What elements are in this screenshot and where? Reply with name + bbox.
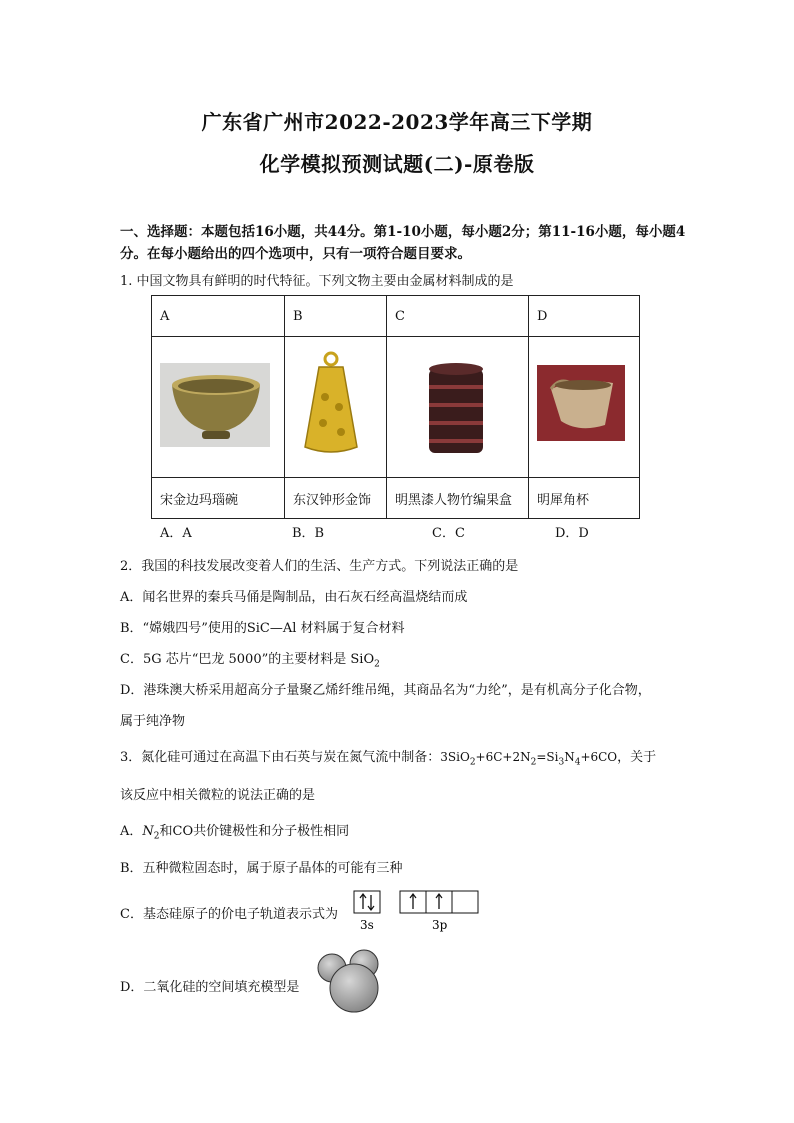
q1-image-a-cell	[152, 337, 285, 478]
agate-bowl-image	[152, 337, 276, 473]
q3-option-c[interactable]: C．基态硅原子的价电子轨道表示式为	[120, 907, 338, 922]
orbital-3s-label: 3s	[360, 918, 374, 932]
q3-a-pre: A．	[120, 824, 143, 839]
q3-a-n: N	[142, 824, 154, 839]
lacquer-box-image	[387, 337, 520, 473]
q3-option-b[interactable]: B．五种微粒固态时，属于原子晶体的可能有三种	[120, 861, 403, 876]
q2-option-d-cont: 属于纯净物	[120, 714, 186, 729]
section-instructions: 一、选择题：本题包括16小题，共44分。第1-10小题，每小题2分；第11-16小题，每小题4分。在每小题给出的四个选项中，只有一项符合题目要求。	[120, 224, 686, 262]
eq-sub: 2	[469, 757, 476, 768]
eq-sub: 2	[530, 757, 537, 768]
title-line-1: 广东省广州市2022-2023学年高三下学期	[201, 110, 593, 134]
q1-image-d-cell	[529, 337, 640, 478]
q3-stem-2: 该反应中相关微粒的说法正确的是	[120, 788, 316, 803]
eq-part: +6CO	[580, 750, 618, 764]
q1-caption-a: 宋金边玛瑙碗	[152, 478, 285, 519]
q1-header-b: B	[285, 296, 387, 337]
q2-option-a[interactable]: A．闻名世界的秦兵马俑是陶制品，由石灰石经高温烧结而成	[120, 590, 468, 605]
q1-option-b[interactable]: B．B	[292, 526, 325, 541]
title-line-2: 化学模拟预测试题(二)-原卷版	[259, 152, 535, 176]
q1-stem: 1. 中国文物具有鲜明的时代特征。下列文物主要由金属材料制成的是	[120, 274, 514, 289]
q3-a-sub: 2	[153, 831, 160, 842]
q1-caption-b: 东汉钟形金饰	[285, 478, 387, 519]
q1-header-c: C	[387, 296, 529, 337]
q3-option-a[interactable]	[120, 820, 349, 842]
q1-option-c[interactable]: C．C	[432, 526, 465, 541]
q3-a-post: 和CO共价键极性和分子极性相同	[159, 824, 350, 839]
q1-caption-d: 明犀角杯	[529, 478, 640, 519]
orbital-diagram	[352, 889, 484, 933]
q3-equation	[440, 750, 618, 768]
orbital-3p-label: 3p	[432, 918, 448, 932]
q1-option-a[interactable]: A．A	[160, 526, 192, 541]
rhino-horn-cup-image	[529, 337, 631, 473]
q1-image-b-cell	[285, 337, 387, 478]
q3-stem-post: ，关于	[617, 750, 657, 765]
q2-option-b[interactable]: B．“嫦娥四号”使用的SiC—Al 材料属于复合材料	[120, 621, 405, 636]
gold-bell-image	[285, 337, 378, 473]
eq-part: 3SiO	[440, 750, 470, 764]
q2-option-d[interactable]: D．港珠澳大桥采用超高分子量聚乙烯纤维吊绳，其商品名为“力纶”，是有机高分子化合物，	[120, 683, 651, 698]
q2-option-c[interactable]	[120, 648, 380, 670]
q1-header-d: D	[529, 296, 640, 337]
eq-part: N	[564, 750, 575, 764]
q2-option-c-sub: 2	[374, 659, 380, 670]
q3-stem	[120, 746, 656, 767]
q2-option-c-text: C．5G 芯片“巴龙 5000”的主要材料是 SiO	[120, 652, 375, 667]
sio2-space-filling-model	[312, 948, 384, 1014]
eq-sub: 4	[574, 757, 581, 768]
q1-header-a: A	[152, 296, 285, 337]
eq-part: +6C+2N	[475, 750, 531, 764]
q1-table	[151, 295, 640, 519]
q1-caption-c: 明黑漆人物竹编果盒	[387, 478, 529, 519]
q1-image-c-cell	[387, 337, 529, 478]
q3-stem-pre: 3．氮化硅可通过在高温下由石英与炭在氮气流中制备：	[120, 750, 441, 765]
eq-part: =Si	[536, 750, 559, 764]
q2-stem: 2．我国的科技发展改变着人们的生活、生产方式。下列说法正确的是	[120, 559, 519, 574]
q1-option-d[interactable]: D．D	[555, 526, 589, 541]
eq-sub: 3	[558, 757, 565, 768]
q3-option-d[interactable]: D．二氧化硅的空间填充模型是	[120, 980, 300, 995]
